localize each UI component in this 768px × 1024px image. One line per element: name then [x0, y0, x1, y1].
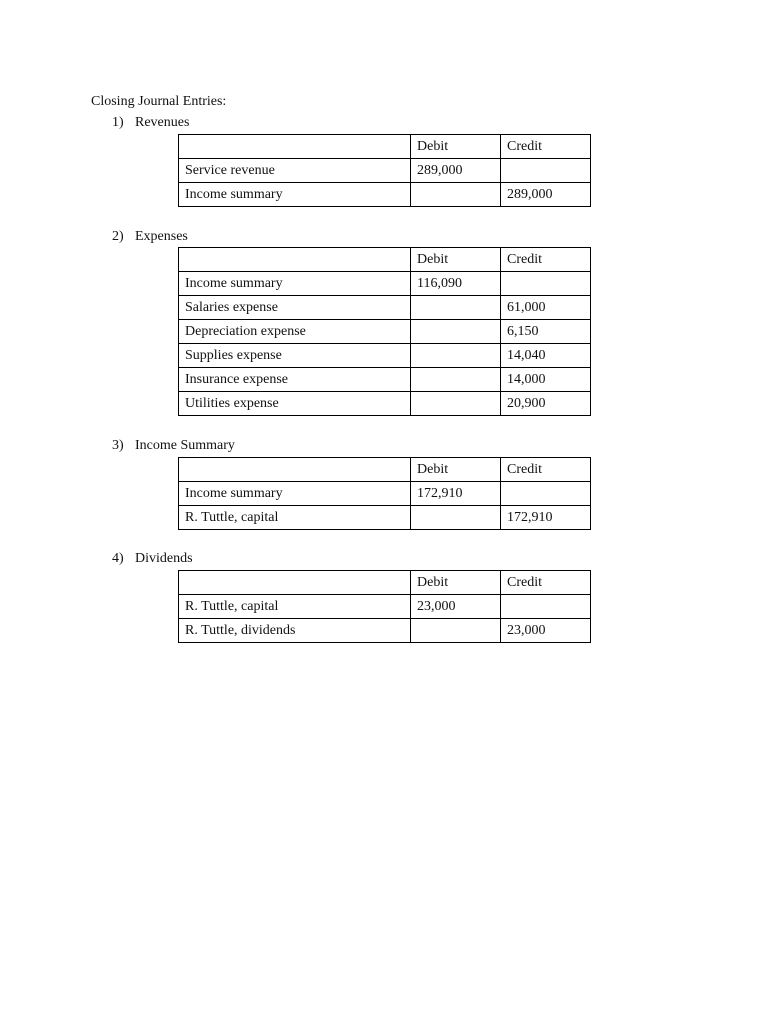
table-row	[179, 595, 591, 619]
debit-amount	[411, 296, 501, 320]
table-row	[179, 506, 591, 530]
table-row	[179, 368, 591, 392]
section-title: Expenses	[135, 229, 188, 244]
credit-amount: 6,150	[501, 320, 591, 344]
table-row	[179, 296, 591, 320]
account-name: Supplies expense	[179, 344, 411, 368]
journal-table-revenues	[178, 134, 591, 207]
section-number: 1)	[112, 115, 124, 130]
credit-amount: 14,000	[501, 368, 591, 392]
table-header-row	[179, 571, 591, 595]
debit-header: Debit	[411, 571, 501, 595]
table-row	[179, 392, 591, 416]
table-row	[179, 159, 591, 183]
account-name: Depreciation expense	[179, 320, 411, 344]
table-header-row	[179, 135, 591, 159]
account-header-cell	[179, 248, 411, 272]
section-number: 4)	[112, 551, 124, 566]
credit-amount: 23,000	[501, 619, 591, 643]
debit-amount: 172,910	[411, 482, 501, 506]
table-row	[179, 320, 591, 344]
journal-table-expenses	[178, 247, 591, 416]
debit-amount	[411, 368, 501, 392]
section-number: 3)	[112, 438, 124, 453]
table-row	[179, 183, 591, 207]
account-header-cell	[179, 458, 411, 482]
debit-amount	[411, 619, 501, 643]
debit-amount	[411, 506, 501, 530]
account-name: R. Tuttle, capital	[179, 595, 411, 619]
debit-amount	[411, 183, 501, 207]
section-number: 2)	[112, 229, 124, 244]
credit-amount	[501, 272, 591, 296]
journal-table-income-summary	[178, 457, 591, 530]
credit-header: Credit	[501, 248, 591, 272]
section-title: Income Summary	[135, 438, 235, 453]
debit-amount	[411, 320, 501, 344]
journal-table-dividends	[178, 570, 591, 643]
account-name: Salaries expense	[179, 296, 411, 320]
section-heading	[112, 437, 235, 455]
table-row	[179, 619, 591, 643]
credit-amount: 289,000	[501, 183, 591, 207]
section-heading	[112, 114, 189, 132]
debit-header: Debit	[411, 135, 501, 159]
account-header-cell	[179, 571, 411, 595]
debit-amount	[411, 392, 501, 416]
section-title: Dividends	[135, 551, 193, 566]
credit-header: Credit	[501, 571, 591, 595]
debit-amount	[411, 344, 501, 368]
credit-amount: 172,910	[501, 506, 591, 530]
account-name: Service revenue	[179, 159, 411, 183]
debit-header: Debit	[411, 248, 501, 272]
section-title: Revenues	[135, 115, 190, 130]
account-name: R. Tuttle, capital	[179, 506, 411, 530]
table-row	[179, 482, 591, 506]
section-heading	[112, 228, 188, 246]
credit-amount: 20,900	[501, 392, 591, 416]
account-name: R. Tuttle, dividends	[179, 619, 411, 643]
table-row	[179, 272, 591, 296]
credit-header: Credit	[501, 458, 591, 482]
account-name: Income summary	[179, 183, 411, 207]
account-name: Income summary	[179, 272, 411, 296]
debit-amount: 23,000	[411, 595, 501, 619]
account-header-cell	[179, 135, 411, 159]
account-name: Income summary	[179, 482, 411, 506]
credit-amount	[501, 482, 591, 506]
table-header-row	[179, 248, 591, 272]
section-heading	[112, 550, 193, 568]
debit-amount: 116,090	[411, 272, 501, 296]
credit-header: Credit	[501, 135, 591, 159]
credit-amount: 61,000	[501, 296, 591, 320]
account-name: Utilities expense	[179, 392, 411, 416]
debit-header: Debit	[411, 458, 501, 482]
debit-amount: 289,000	[411, 159, 501, 183]
credit-amount	[501, 595, 591, 619]
table-row	[179, 344, 591, 368]
credit-amount: 14,040	[501, 344, 591, 368]
table-header-row	[179, 458, 591, 482]
credit-amount	[501, 159, 591, 183]
document-title: Closing Journal Entries:	[91, 94, 227, 109]
account-name: Insurance expense	[179, 368, 411, 392]
